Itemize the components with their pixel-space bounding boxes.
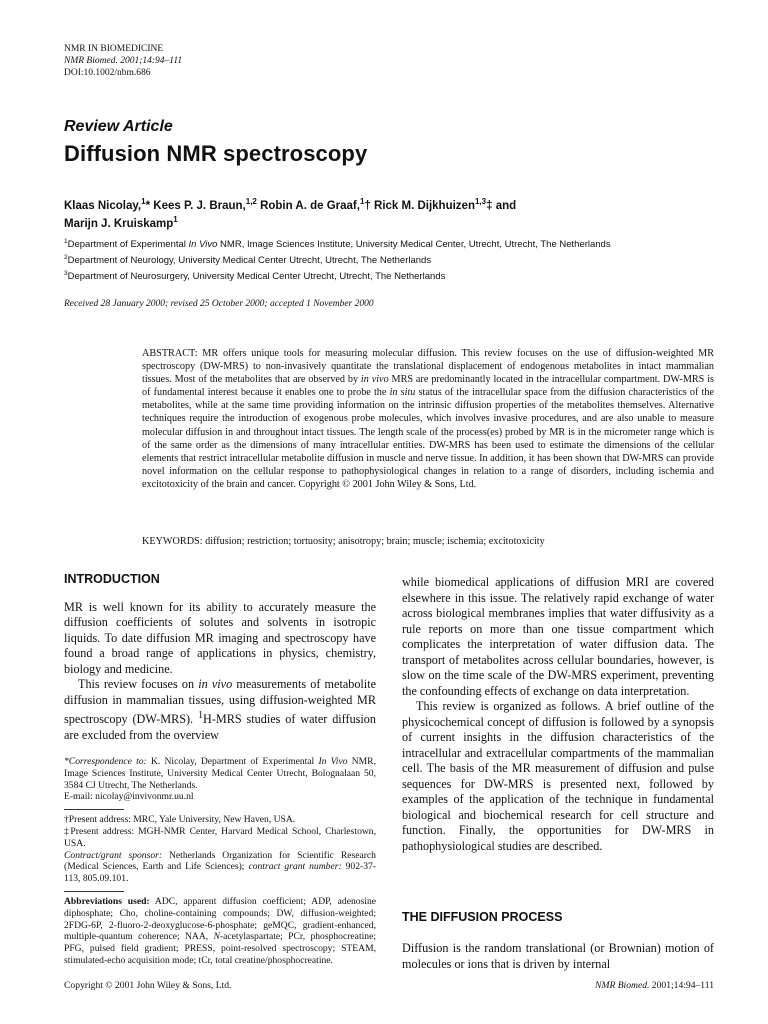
citation-footer: [595, 980, 714, 991]
journal-name: NMR IN BIOMEDICINE: [64, 44, 164, 54]
superscript: 1: [197, 710, 204, 721]
italic-label: Contract/grant sponsor:: [64, 849, 163, 861]
article-title: Diffusion NMR spectroscopy: [64, 141, 368, 166]
text: Netherlands Organization for Scientific Research (Medical Sciences, Earth and Life Sciences);: [64, 849, 376, 873]
author-sup: 1,3: [474, 197, 487, 206]
text: NMR, Image Sciences Institute, University Medical Center Utrecht, Bolognalaan 50, 3584 CJ Utrecht, The Netherlands.: [64, 756, 376, 791]
author-name: † Rick M. Dijkhuizen: [364, 199, 475, 212]
author-sup: 1: [141, 197, 146, 206]
paragraph: [64, 677, 376, 743]
text: -acetylaspartate; PCr, phosphocreatine; PFG, pulsed field gradient; PRESS, point-resolved spectroscopy; STEAM, stimulated-echo acquisition mode; tCr, total creatine/phosphocreatine.: [64, 931, 376, 966]
abstract: [142, 347, 714, 491]
affiliation-sup: 1: [64, 238, 68, 245]
present-address-2: ‡Present address: MGH-NMR Center, Harvard Medical School, Charlestown, USA.: [64, 825, 376, 849]
abstract-italic: in vivo: [360, 374, 389, 386]
correspondence-note: [64, 756, 376, 791]
italic-text: N: [213, 931, 220, 943]
italic-label: contract grant number:: [248, 861, 342, 873]
italic-text: in vivo: [198, 677, 233, 691]
text: 902-37-113, 805.09.101.: [64, 861, 376, 885]
author-name: * Kees P. J. Braun,: [145, 199, 246, 212]
author-sup: 1: [173, 214, 178, 224]
abstract-text: ABSTRACT: MR offers unique tools for measuring molecular diffusion. This review focuses on the use of diffusion-weighted MR spectroscopy (DW-MRS) to non-invasively quantitate the translational displacement of endogenous metabolites in intact mammalian tissues. Most of the metabolites that are observed by: [142, 348, 714, 386]
text: ADC, apparent diffusion coefficient; ADP, adenosine diphosphate; Cho, choline-containing compounds; DW, diffusion-weighted; 2FDG-6P, 2-fluoro-2-deoxyglucose-6-phosphate; geMQC, gradient-enhanced, multiple-quantum coherence; NAA,: [64, 895, 376, 943]
received-dates: Received 28 January 2000; revised 25 October 2000; accepted 1 November 2000: [64, 299, 374, 309]
journal-header: [64, 43, 182, 79]
author-name: Robin A. de Graaf,: [256, 199, 360, 212]
section-heading-introduction: INTRODUCTION: [64, 572, 160, 586]
text: H-MRS studies of water diffusion are excluded from the overview: [64, 712, 376, 742]
affiliation-sup: 3: [64, 269, 68, 277]
affiliations: [64, 236, 724, 283]
italic-text: In Vivo: [318, 756, 348, 767]
affiliation-text: NMR, Image Sciences Institute, University Medical Center, Utrecht, Utrecht, The Netherlands: [217, 239, 611, 251]
grant-note: [64, 850, 376, 885]
author-name: ‡ and: [486, 199, 517, 212]
abbreviations-note: [64, 896, 376, 967]
email-note: E-mail: nicolay@invivonmr.uu.nl: [64, 791, 194, 803]
text: K. Nicolay, Department of Experimental: [146, 756, 319, 767]
footnote-divider: [64, 809, 124, 810]
author-list: [64, 195, 704, 231]
doi: DOI:10.1002/nbm.686: [64, 68, 151, 78]
bold-label: Abbreviations used:: [64, 895, 150, 907]
affiliation-1: [64, 236, 724, 252]
author-sup: 1: [359, 197, 365, 206]
paragraph: MR is well known for its ability to accurately measure the diffusion coefficients of solutes and solvents in isotropic liquids. To date diffusion MR imaging and spectroscopy have found a broad range of applications in physics, chemistry, biology and medicine.: [64, 599, 376, 676]
italic-label: *Correspondence to:: [64, 756, 147, 767]
copyright-footer: Copyright © 2001 John Wiley & Sons, Ltd.: [64, 980, 232, 991]
article-type: Review Article: [64, 118, 173, 135]
keywords: KEYWORDS: diffusion; restriction; tortuosity; anisotropy; brain; muscle; ischemia; excitotoxicity: [142, 536, 545, 547]
author-name: Marijn J. Kruiskamp: [64, 217, 174, 230]
text: measurements of metabolite diffusion in mammalian tissues, using diffusion-weighted MR spectroscopy (DW-MRS).: [64, 677, 376, 727]
footnotes: [64, 756, 376, 967]
affiliation-text: Department of Neurology, University Medical Center Utrecht, Utrecht, The Netherlands: [67, 254, 432, 266]
text: This review focuses on: [78, 677, 199, 691]
paragraph: This review is organized as follows. A brief outline of the physicochemical concept of diffusion is followed by a synopsis of current insights in the diffusion characteristics of the intracellular and extracellular compartments of the mammalian cell. The basis of the MR measurement of diffusion and pulse sequences for DW-MRS is presented next, followed by examples of the application of the technique in fundamental biological and biochemical research for cell structure and function. Finally, the opportunities for DW-MRS in pathophysiological studies are described.: [402, 699, 714, 853]
affiliation-3: [64, 268, 724, 284]
paragraph: while biomedical applications of diffusion MRI are covered elsewhere in this issue. The relatively rapid exchange of water across biological membranes implies that water diffusivity as a rule reports on more than one tissue compartment which complicates the interpretation of water diffusion data. The transport of metabolites across cellular boundaries, however, is slow on the time scale of the DW-MRS experiment, preventing the confounding effects of exchange on data interpretation.: [402, 575, 714, 698]
abstract-italic: in situ: [389, 387, 416, 399]
affiliation-2: [64, 252, 724, 268]
section-heading-diffusion-process: THE DIFFUSION PROCESS: [402, 910, 563, 924]
abstract-text: status of the intracellular space from the diffusion characteristics of the metabolites, while at the same time providing information on the intrinsic diffusion properties of the metabolites themselves. Alternative techniques require the introduction of exogenous probe molecules, which involves invasive procedures, and are also unable to measure molecular diffusion in and throughout intact tissues. The length scale of the process(es) probed by MR is in the micrometer range which is of the same order as the dimensions of many intracellular entities. DW-MRS has been used to estimate the dimensions of the cellular elements that restrict intracellular metabolite diffusion in muscle and nerve tissue. In addition, it has been shown that DW-MRS can provide novel information on the cellular response to pathophysiological changes in relation to a range of disorders, including ischemia and excitotoxicity of the brain and cancer. Copyright © 2001 John Wiley & Sons, Ltd.: [142, 387, 714, 490]
right-column: [402, 575, 714, 854]
footnote-divider: [64, 891, 124, 892]
abstract-text: MRS are predominantly located in the intracellular compartment. DW-MRS is of fundamental interest because it enables one to probe the: [142, 374, 714, 399]
italic-text: NMR Biomed.: [595, 980, 650, 991]
affiliation-sup: 2: [64, 253, 68, 261]
affiliation-text: Department of Experimental: [67, 239, 189, 251]
left-column: [64, 572, 376, 743]
paragraph: Diffusion is the random translational (or Brownian) motion of molecules or ions that is driven by internal: [402, 941, 714, 971]
affiliation-italic: In Vivo: [188, 239, 218, 251]
author-name: Klaas Nicolay,: [64, 199, 142, 212]
affiliation-text: Department of Neurosurgery, University Medical Center Utrecht, Utrecht, The Netherlands: [67, 270, 446, 282]
text: 2001;14:94–111: [649, 980, 714, 991]
author-sup: 1,2: [245, 197, 257, 206]
journal-citation: NMR Biomed. 2001;14:94–111: [64, 56, 183, 66]
present-address-1: †Present address: MRC, Yale University, New Haven, USA.: [64, 814, 296, 826]
